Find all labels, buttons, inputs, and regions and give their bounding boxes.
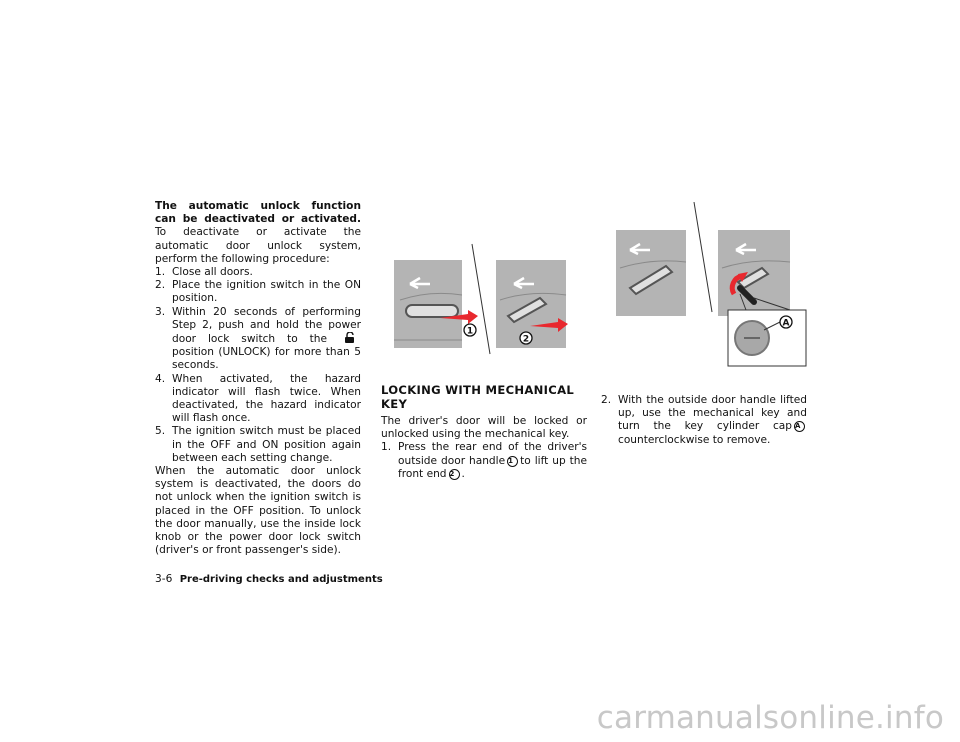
callout-1-label: 1 [466,326,474,337]
step-number: 1. [381,441,392,454]
step-text-b: counterclockwise to remove. [618,433,771,446]
column-cylinder-cap [601,394,807,447]
key-cylinder-figure [612,202,812,370]
watermark: carmanualsonline.info [596,700,944,736]
column-automatic-unlock [155,200,361,557]
page-footer [155,573,383,585]
step-number: 4. [155,372,166,385]
divider [472,244,490,354]
step-text-b: to lift up the front end [398,454,587,480]
step-text: Close all doors. [172,266,253,279]
step-text-b: position (UNLOCK) for more than 5 seconds. [172,346,361,372]
section-heading: LOCKING WITH MECHANICAL KEY [381,383,575,411]
step-text [618,394,807,447]
step-text-a: With the outside door handle lifted up, use the mechanical key and turn the key cylinder cap [618,394,807,433]
callout-a-label: A [782,318,790,329]
list-item [155,425,361,465]
divider [694,202,712,312]
step-number: 2. [155,279,166,292]
step-text: The ignition switch must be placed in the OFF and ON position again between each setting change. [172,425,361,464]
intro-bold: The automatic unlock function can be deactivated or activated. [155,200,361,226]
callout-2-label: 2 [522,334,530,345]
closing-paragraph: When the automatic door unlock system is deactivated, the doors do not unlock when the ignition switch is placed in the OFF position. To unlock the door manually, use the inside lock knob or the power door lock switch (driver's or front passenger's side). [155,465,361,557]
door-photo-left [616,230,686,316]
list-item [381,441,587,481]
step-text [172,306,361,373]
callout-marker: A [794,421,805,432]
step-text: Place the ignition switch in the ON position. [172,279,361,305]
step-text-a: Press the rear end of the driver's outside door handle [398,441,587,467]
page-number: 3-6 [155,573,173,585]
callout-marker: 1 [507,456,518,467]
section-title: Pre-driving checks and adjustments [179,574,383,585]
unlock-icon [339,332,361,343]
step-number: 2. [601,394,612,406]
step-number: 1. [155,266,166,279]
list-item [155,306,361,373]
intro-paragraph [155,200,361,266]
door-handle-figure [390,240,590,358]
intro-rest: To deactivate or activate the automatic door unlock system, perform the following procedure: [155,226,361,265]
step-text: When activated, the hazard indicator will flash twice. When deactivated, the hazard indicator will flash once. [172,372,361,425]
step-text [398,441,587,481]
list-item [601,394,807,447]
list-item [155,279,361,305]
door-handle-icon [406,305,458,317]
step-number: 3. [155,305,166,318]
callout-marker: 2 [449,469,460,480]
list-item [155,373,361,426]
list-item [155,266,361,279]
step-number: 5. [155,425,166,438]
column-mechanical-key [381,383,587,481]
mechanical-key-intro: The driver's door will be locked or unlocked using the mechanical key. [381,415,587,441]
step-text-a: Within 20 seconds of performing Step 2, push and hold the power door lock switch to the [172,305,361,346]
step-text-c: . [461,467,465,480]
